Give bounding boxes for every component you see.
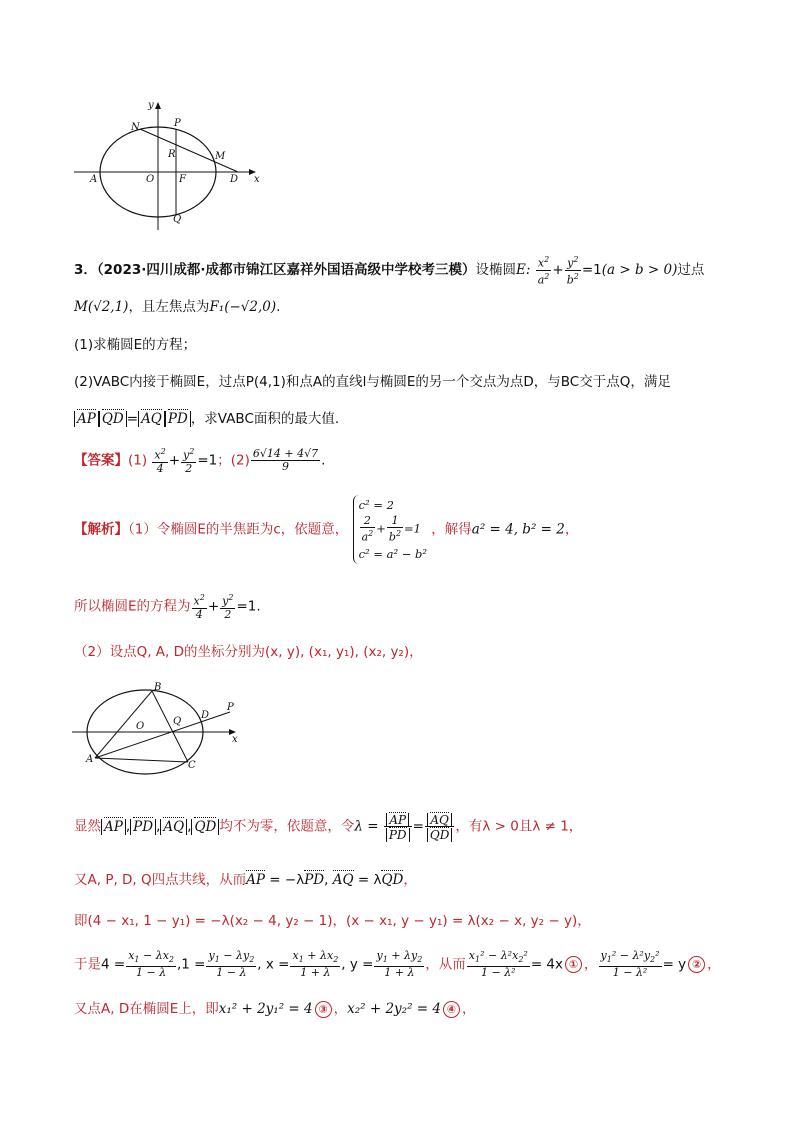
- analysis-line5: 又A, P, D, Q四点共线，从而AP = −λPD, AQ = λQD，: [74, 872, 417, 888]
- label-D: D: [201, 710, 210, 721]
- problem-number: 3．: [74, 262, 97, 279]
- analysis-line1: 【解析】（1）令椭圆E的半焦距为c，依题意， c² = 2 $\frac{2}{a^2}$ + $\frac{1}{b^2}$ =1 c² = a² − b² ，解得a² = 4, b² = 2，: [74, 495, 578, 564]
- analysis-line2: 所以椭圆E的方程为 $\frac{x^2}{4}$ + $\frac{y^2}{2}$ =1.: [74, 593, 261, 621]
- analysis-line8: 又点A, D在椭圆E上，即x₁² + 2y₁² = 4 ③ ，x₂² + 2y₂² = 4 ④ ，: [74, 1001, 476, 1017]
- question-2-line2: AP QD = AQ PD ，求VABC面积的最大值.: [74, 407, 339, 427]
- problem-source: （2023·四川成都·成都市锦江区嘉祥外国语高级中学校考三模）: [96, 262, 476, 279]
- analysis-line4: 显然 AP , PD , AQ , QD 均不为零，依题意，令λ = $\frac{AP}{PD}$ = $\frac{AQ}{QD}$ ，有λ > 0且λ ≠ 1，: [74, 813, 583, 842]
- label-O: O: [146, 174, 155, 185]
- label-A: A: [90, 174, 98, 185]
- analysis-tag: 【解析】: [74, 521, 128, 538]
- question-1: (1)求椭圆E的方程；: [74, 337, 197, 353]
- figure-ellipse-2: [70, 670, 250, 780]
- figure-ellipse-1: [70, 96, 270, 236]
- label-Q: Q: [173, 716, 182, 727]
- analysis-line6: 即(4 − x₁, 1 − y₁) = −λ(x₂ − 4, y₂ − 1)，(x − x₁, y − y₁) = λ(x₂ − x, y₂ − y)，: [74, 913, 591, 929]
- label-P: P: [227, 702, 234, 713]
- label-B: B: [154, 682, 162, 693]
- label-C: C: [188, 760, 196, 771]
- label-P: P: [174, 118, 181, 129]
- label-A: A: [86, 754, 94, 765]
- label-D: D: [230, 174, 239, 185]
- label-O: O: [136, 721, 145, 732]
- label-x: x: [232, 734, 238, 745]
- label-F: F: [179, 174, 186, 185]
- problem-stem-line2: M(√2,1)，且左焦点为F₁(−√2,0).: [74, 299, 281, 315]
- label-Q: Q: [173, 214, 182, 225]
- answer-tag: 【答案】: [74, 452, 128, 469]
- analysis-line3: （2）设点Q, A, D的坐标分别为(x, y), (x₁, y₁), (x₂, y₂)，: [74, 644, 423, 660]
- label-y: y: [148, 100, 154, 111]
- label-N: N: [131, 122, 140, 133]
- label-x: x: [254, 174, 260, 185]
- analysis-line7: 于是4 = $\frac{x_1 - \lambda x_2}{1 - \lambda}$ ,1 = $\frac{y_1 - \lambda y_2}{1 - \lambda}$ , x = $\frac{x_1 + \lambda x_2}{1 + \lambda}$ , y = $\frac{y_1 + \lambda y_2}{1 + \lambda}$ ，从而 $\frac{x_1^2 - \lambda^2x_2^2}{\text{1 − λ²}}$ = 4x ① ， $\frac{y_1^2 - \lambda^2y_2^2}{\text{1 − λ²}}$ = y ② ，: [74, 949, 721, 980]
- question-2-line1: (2)VABC内接于椭圆E，过点P(4,1)和点A的直线l与椭圆E的另一个交点为点D，与BC交于点Q，满足: [74, 374, 671, 390]
- answer-line: 【答案】(1) $\frac{x^2}{4}$ + $\frac{y^2}{2}$ =1；(2) $\frac{6√14 + 4√7}{9}$ .: [74, 446, 326, 475]
- problem-stem-line1: 3．（2023·四川成都·成都市锦江区嘉祥外国语高级中学校考三模）设椭圆E: $\frac{x^2}{a^2}$ + $\frac{y^2}{b^2}$ =1(a > b > 0)过点: [74, 255, 705, 287]
- label-R: R: [168, 149, 176, 160]
- label-M: M: [215, 151, 226, 162]
